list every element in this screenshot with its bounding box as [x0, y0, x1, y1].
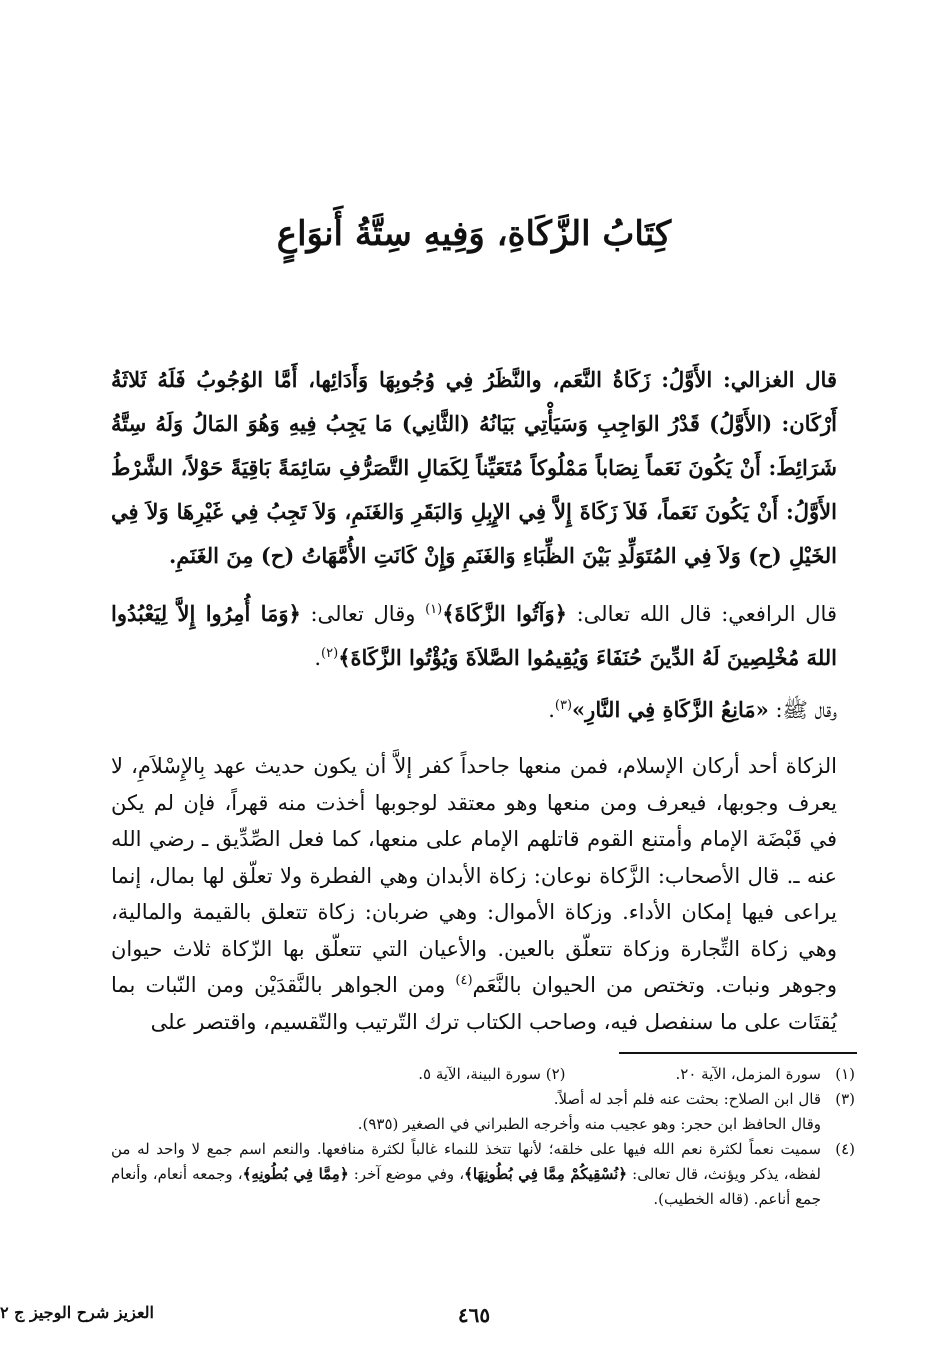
rafii-paragraph	[112, 592, 838, 680]
rafii-mid: وقال تعالى:	[301, 602, 427, 626]
footnote-1-number: (١)	[836, 1065, 856, 1083]
commentary-part-1: الزكاة أحد أركان الإسلام، فمن منعها جاحداً كفر إلاَّ أن يكون حديث عهد بِالإِسْلاَمِ، لا يعرف وجوبها، فيعرف ومن منعها وهو معتقد لوجوبها أخذت منه قهراً، فإن لم يكن في قَبْضَة الإمام وأمتنع القوم قاتلهم الإمام على منعها، كما فعل الصِّدِّيق ـ رضي الله عنه ـ. قال الأصحاب: الزَّكاة نوعان: زكاة الأبدان وهي الفطرة ولا تعلّق لها بمال، إنما يراعى فيها إمكان الأداء. وزكاة الأموال: وهي ضربان: زكاة تتعلق بالقيمة والمالية، وهي زكاة التِّجارة وزكاة تتعلّق بالعين. والأعيان التي تتعلّق بها الزّكاة ثلاث حيوان وجوهر ونبات. وتختص من الحيوان بالنَّعَم	[112, 754, 838, 997]
rafii-intro: قال الرافعي: قال الله تعالى:	[567, 602, 838, 626]
book-signature: العزيز شرح الوجيز ج ٢	[0, 1303, 155, 1322]
footnote-3-text-b: وقال الحافظ ابن حجر: وهو عجيب منه وأخرجه الطبراني في الصغير (٩٣٥).	[358, 1115, 822, 1133]
footnote-2-text: سورة البينة، الآية ٥.	[419, 1065, 542, 1083]
rafii-end: .	[315, 646, 323, 670]
footnote-4-number: (٤)	[836, 1140, 856, 1158]
footnote-4-verse-2: ﴿مِمَّا فِي بُطُونِهِ﴾	[243, 1165, 350, 1183]
footnote-row-3b	[112, 1112, 856, 1137]
hadith-text: «مَانِعُ الزَّكَاةِ فِي النَّارِ»	[573, 697, 770, 722]
quran-verse-1: ﴿وَآتُوا الزَّكَاةَ﴾	[443, 601, 568, 626]
hadith-intro: وقال ﷺ:	[769, 698, 838, 722]
hadith-end: .	[549, 698, 556, 722]
commentary-part-2: ومن الجواهر بالنَّقدَيْن ومن النّبات بما يُقتَات على ما سنفصل فيه، وصاحب الكتاب ترك التّرتيب والتّقسيم، واقتصر على	[112, 973, 838, 1034]
footnote-4-part-c: ، وجمعه أنعام، وأنعام جمع أناعم. (قاله الخطيب).	[112, 1165, 822, 1208]
footnote-ref-2: (٢)	[322, 646, 340, 661]
commentary-paragraph	[112, 748, 838, 1040]
hadith-paragraph	[112, 688, 838, 732]
footnote-ref-3: (٣)	[555, 698, 574, 713]
footnote-4-text	[112, 1137, 822, 1212]
footnote-1-text: سورة المزمل، الآية ٢٠.	[676, 1065, 822, 1083]
footnote-ref-1: (١)	[426, 602, 444, 617]
footnote-ref-4: (٤)	[456, 973, 474, 988]
main-body	[112, 358, 838, 1040]
footnote-3-number: (٣)	[836, 1090, 856, 1108]
footnotes	[112, 1062, 856, 1212]
footnote-4-part-a: سميت نعماً لكثرة نعم الله فيها على خلقه؛ لأنها تتخذ للنماء غالباً لكثرة منافعها. والنعم اسم جمع لا واحد له من لفظه، يذكر ويؤنث، قال تعالى:	[112, 1140, 823, 1183]
footnote-2-number: (٢)	[546, 1065, 567, 1083]
footnote-divider	[620, 1052, 858, 1054]
page-number: ٤٦٥	[458, 1303, 492, 1327]
footnote-4-part-b: ، وفي موضع آخر:	[349, 1165, 466, 1183]
quran-verse-2: ﴿وَمَا أُمِرُوا إِلاَّ لِيَعْبُدُوا اللهَ مُخْلِصِينَ لَهُ الدِّينَ حُنَفَاءَ وَيُقِيمُوا الصَّلاَةَ وَيُؤْتُوا الزَّكَاةَ﴾	[112, 601, 838, 670]
chapter-title: كِتَابُ الزَّكَاةِ، وَفِيهِ سِتَّةُ أَنوَاعٍ	[277, 214, 673, 254]
ghazali-paragraph: قال الغزالي: الأَوَّلُ: زَكَاةُ النَّعَم، والنَّظَرُ فِي وُجُوبِهَا وَأَدَائِها، أَمَّا الوُجُوبُ فَلَهُ ثَلاثَةُ أَرْكَان: (الأَوَّلُ) قَدْرُ الوَاجِبِ وَسَيَأْتِي بَيَانُهُ (الثَّانِي) مَا يَجِبُ فِيهِ وَهُوَ المَالُ وَلَهُ سِتَّةُ شَرَائِطَ: أَنْ يَكُونَ نَعَماً نِصَاباً مَمْلُوكاً مُتَعَيِّناً لِكَمَالِ التَّصَرُّفِ سَائِمَةً بَاقِيَةً حَوْلاً، الشَّرْطُ الأَوَّلُ: أَنْ يَكُونَ نَعَماً، فَلاَ زَكَاةَ إِلاَّ فِي الإِبِلِ وَالبَقَرِ وَالغَنَمِ، وَلاَ تَجِبُ فِي غَيْرِهَا وَلاَ فِي الخَيْلِ (ح) وَلاَ فِي المُتَوَلِّدِ بَيْنَ الظِّبَاءِ وَالغَنَمِ وَإِنْ كَانَتِ الأُمَّهَاتُ (ح) مِنَ الغَنَمِ.	[112, 367, 838, 568]
footnote-3-text-a: قال ابن الصلاح: بحثت عنه فلم أجد له أصلاً.	[554, 1090, 822, 1108]
footnote-row-3	[112, 1087, 856, 1112]
footnote-row-1-2	[112, 1062, 856, 1087]
footnote-4-verse-1: ﴿نُسْقِيكُمْ مِمَّا فِي بُطُونِهَا﴾	[465, 1165, 629, 1183]
footnote-row-4	[112, 1137, 856, 1212]
